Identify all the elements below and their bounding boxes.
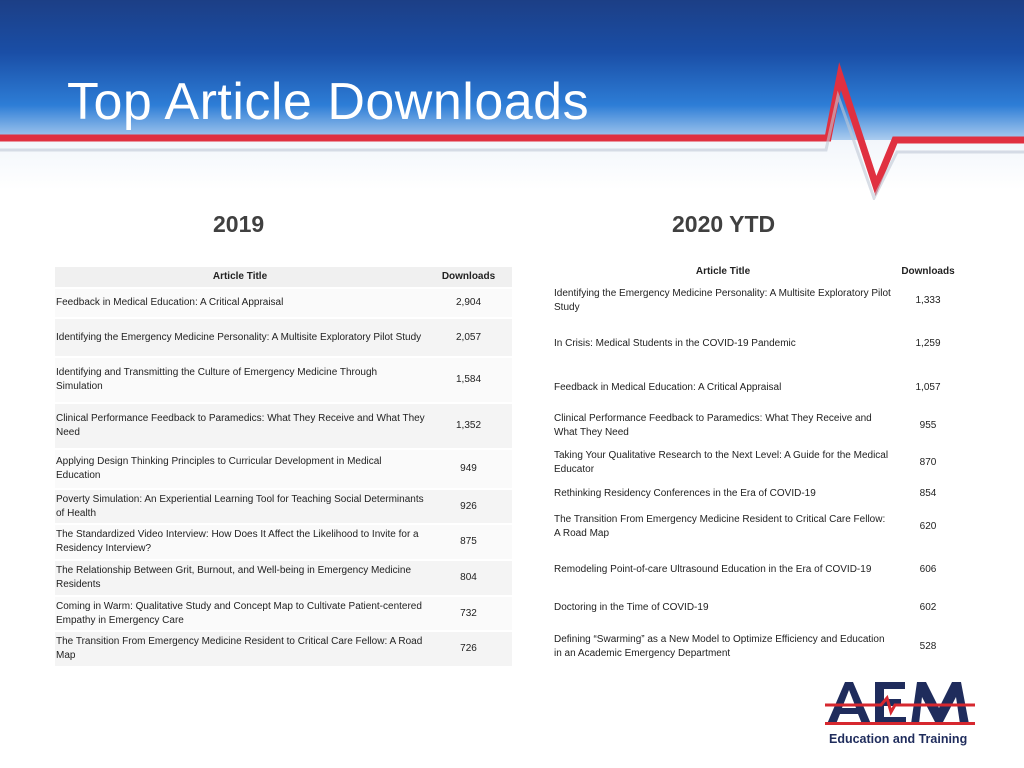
article-title-cell: Coming in Warm: Qualitative Study and Concept Map to Cultivate Patient-centered Empathy in Emergency Care bbox=[56, 600, 422, 626]
downloads-cell: 926 bbox=[460, 500, 477, 512]
table-row bbox=[55, 317, 512, 356]
table-row bbox=[553, 322, 963, 366]
article-title-cell: Doctoring in the Time of COVID-19 bbox=[554, 602, 709, 613]
article-title-cell: Identifying the Emergency Medicine Personality: A Multisite Exploratory Pilot Study bbox=[554, 288, 891, 313]
downloads-cell: 602 bbox=[919, 602, 937, 613]
table-row bbox=[55, 559, 512, 595]
table-row bbox=[553, 504, 963, 550]
table-header-row bbox=[553, 264, 963, 280]
article-title-cell: Remodeling Point-of-care Ultrasound Education in the Era of COVID-19 bbox=[554, 564, 872, 575]
article-title-cell: The Transition From Emergency Medicine Resident to Critical Care Fellow: A Road Map bbox=[554, 514, 886, 539]
article-title-cell: Feedback in Medical Education: A Critical Appraisal bbox=[56, 297, 284, 308]
column-header-downloads: Downloads bbox=[901, 266, 955, 277]
table-row bbox=[55, 448, 512, 488]
downloads-cell: 732 bbox=[460, 607, 477, 619]
downloads-cell: 875 bbox=[460, 536, 477, 547]
downloads-cell: 1,259 bbox=[915, 338, 941, 349]
downloads-cell: 2,904 bbox=[455, 297, 482, 308]
column-header-downloads: Downloads bbox=[441, 271, 496, 282]
table-row bbox=[55, 630, 512, 666]
downloads-cell: 606 bbox=[919, 564, 937, 575]
table-row bbox=[55, 356, 512, 402]
table-row bbox=[553, 626, 963, 668]
table-row bbox=[55, 402, 512, 448]
aem-logo-caption: Education and Training bbox=[829, 732, 968, 746]
table-row bbox=[553, 366, 963, 410]
article-title-cell: Feedback in Medical Education: A Critical Appraisal bbox=[554, 382, 782, 393]
article-title-cell: Poverty Simulation: An Experiential Learning Tool for Teaching Social Determinants of Health bbox=[56, 493, 424, 519]
article-title-cell: Taking Your Qualitative Research to the Next Level: A Guide for the Medical Educator bbox=[554, 450, 889, 475]
table-row bbox=[553, 550, 963, 590]
table-row bbox=[553, 280, 963, 322]
downloads-cell: 955 bbox=[919, 420, 937, 431]
article-title-cell: Identifying the Emergency Medicine Personality: A Multisite Exploratory Pilot Study bbox=[56, 331, 422, 343]
table-row bbox=[55, 287, 512, 317]
table-row bbox=[55, 595, 512, 630]
heading-2019: 2019 bbox=[213, 211, 265, 237]
column-header-article-title: Article Title bbox=[695, 266, 751, 277]
page-title: Top Article Downloads bbox=[67, 73, 590, 131]
downloads-cell: 870 bbox=[919, 457, 937, 468]
table-row bbox=[55, 488, 512, 523]
downloads-cell: 1,057 bbox=[915, 382, 941, 393]
article-title-cell: Identifying and Transmitting the Culture of Emergency Medicine Through Simulation bbox=[56, 367, 378, 392]
downloads-cell: 2,057 bbox=[455, 331, 482, 343]
table-row bbox=[553, 410, 963, 442]
downloads-cell: 949 bbox=[460, 463, 477, 474]
downloads-cell: 528 bbox=[919, 641, 937, 652]
article-title-cell: Rethinking Residency Conferences in the Era of COVID-19 bbox=[554, 488, 816, 499]
table-row bbox=[553, 590, 963, 626]
table-row bbox=[553, 484, 963, 504]
article-title-cell: The Relationship Between Grit, Burnout, and Well-being in Emergency Medicine Residents bbox=[56, 565, 411, 590]
downloads-cell: 726 bbox=[460, 643, 477, 654]
downloads-cell: 1,584 bbox=[455, 374, 482, 385]
table-row bbox=[55, 523, 512, 559]
article-title-cell: Clinical Performance Feedback to Paramedics: What They Receive and What They Need bbox=[554, 413, 872, 438]
downloads-cell: 854 bbox=[919, 488, 937, 499]
article-title-cell: In Crisis: Medical Students in the COVID-19 Pandemic bbox=[554, 338, 796, 349]
article-title-cell: The Standardized Video Interview: How Does It Affect the Likelihood to Invite for a Residency Interview? bbox=[56, 529, 419, 554]
table-row bbox=[553, 442, 963, 484]
article-title-cell: Clinical Performance Feedback to Paramedics: What They Receive and What They Need bbox=[56, 413, 425, 438]
aem-logo bbox=[825, 678, 975, 750]
article-title-cell: Applying Design Thinking Principles to Curricular Development in Medical Education bbox=[56, 456, 382, 481]
downloads-cell: 1,333 bbox=[915, 295, 941, 306]
article-title-cell: The Transition From Emergency Medicine Resident to Critical Care Fellow: A Road Map bbox=[56, 636, 423, 661]
aem-logo-letters bbox=[825, 678, 975, 726]
table-2020-ytd bbox=[553, 264, 963, 668]
article-title-cell: Defining “Swarming” as a New Model to Optimize Efficiency and Education in an Academic Emergency Department bbox=[554, 634, 885, 659]
downloads-cell: 1,352 bbox=[455, 420, 482, 431]
heading-2020-ytd: 2020 YTD bbox=[672, 211, 776, 237]
column-header-article-title: Article Title bbox=[212, 271, 268, 282]
downloads-cell: 620 bbox=[919, 521, 937, 532]
table-2019 bbox=[55, 265, 512, 666]
downloads-cell: 804 bbox=[460, 572, 477, 583]
table-header-row bbox=[55, 265, 512, 287]
